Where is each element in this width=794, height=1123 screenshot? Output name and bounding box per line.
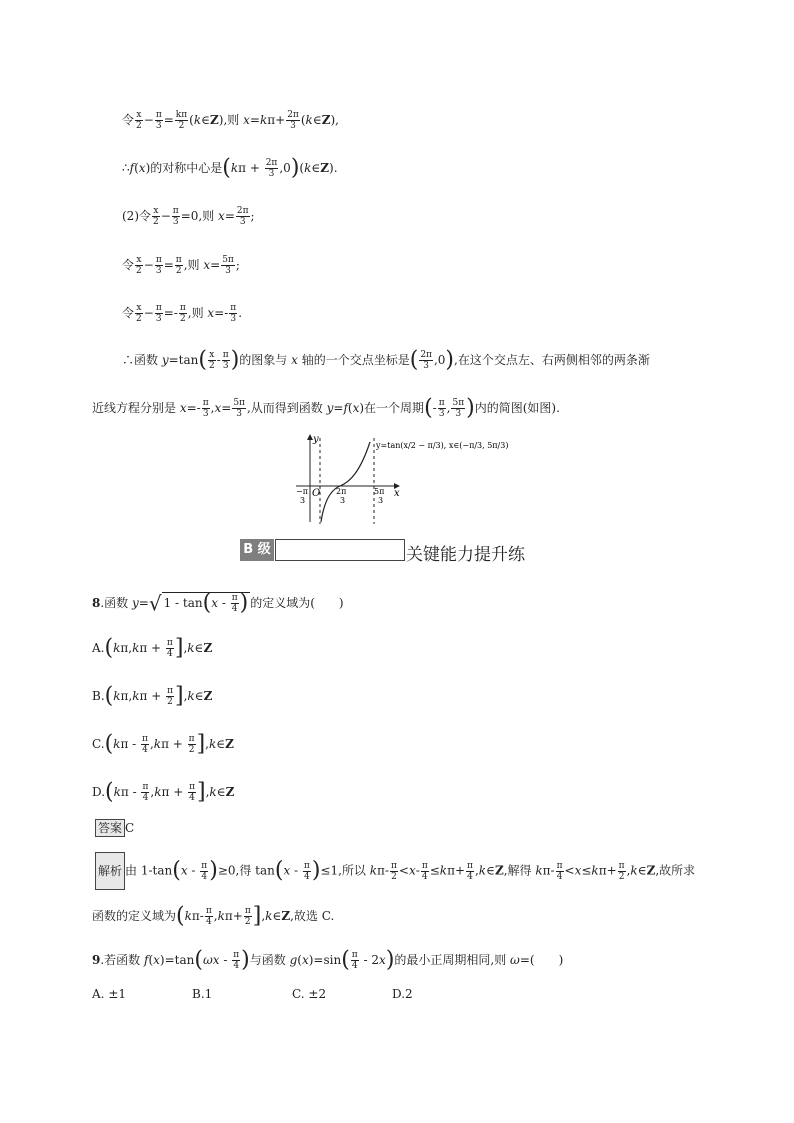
tick-right-label: 5π <box>374 487 385 496</box>
y-label: y <box>313 434 319 445</box>
solution-line-3: (2)令 $\frac{x}{2}$ − $\frac{\pi}{3}$ =0,则 x= $\frac{2\pi}{3}$ ; <box>122 206 255 227</box>
solution-line-4: 令 $\frac{x}{2}$ − $\frac{\pi}{3}$ = $\frac{\pi}{2}$ ,则 x= $\frac{5\pi}{3}$ ; <box>122 255 240 276</box>
q8-stem: 8.函数 y=√ 1 - tan(x - $\frac{\pi}{4}$ ) 的定义域为( ) <box>92 590 344 616</box>
solution-line-2: ∴f(x)的对称中心是(kπ + $\frac{2\pi}{3}$ ,0)(k∈Z). <box>122 155 338 181</box>
function-label: y=tan(x/2 − π/3), x∈(−π/3, 5π/3) <box>376 441 509 450</box>
solution-line-1: 令 $\frac{x}{2}$ − $\frac{\pi}{3}$ = $\frac{k\pi}{2}$ (k∈Z),则 x=kπ+ $\frac{2\pi}{3}$ (k∈Z), <box>122 110 339 131</box>
solution-line-6: ∴函数 y=tan( $\frac{x}{2}$ - $\frac{\pi}{3}$ )的图象与 x 轴的一个交点坐标是( $\frac{2\pi}{3}$ ,0),在这个交点左、右两侧相邻的两条渐 <box>122 347 650 373</box>
answer-value: C <box>125 821 135 835</box>
q9-option-b[interactable]: B.1 <box>192 987 213 1001</box>
q8-answer <box>95 818 134 838</box>
origin-label: O <box>312 488 321 499</box>
q8-option-c[interactable]: C.(kπ - $\frac{\pi}{4}$ ,kπ + $\frac{\pi}{2}$ ],k∈Z <box>92 731 234 757</box>
analysis-tag: 解析 <box>95 852 125 890</box>
solution-line-7: 近线方程分别是 x=- $\frac{\pi}{3}$ ,x= $\frac{5\pi}{3}$ ,从而得到函数 y=f(x)在一个周期(- $\frac{\pi}{3}$ , $\frac{5\pi}{3}$ )内的简图(如图). <box>92 395 560 421</box>
tick-mid-label: 2π <box>336 487 347 496</box>
q9-option-d[interactable]: D.2 <box>392 987 413 1001</box>
section-blank-box <box>275 539 405 561</box>
section-title: 关键能力提升练 <box>406 545 525 565</box>
q9-options <box>92 984 492 1004</box>
q9-option-c[interactable]: C. ±2 <box>292 987 327 1001</box>
svg-text:3: 3 <box>300 496 306 505</box>
svg-text:3: 3 <box>378 496 384 505</box>
tangent-curve <box>321 442 370 522</box>
q8-option-b[interactable]: B.(kπ,kπ + $\frac{\pi}{2}$ ],k∈Z <box>92 683 213 709</box>
tangent-graph <box>290 432 510 528</box>
section-level-badge: B 级 <box>240 539 274 561</box>
solution-line-5: 令 $\frac{x}{2}$ − $\frac{\pi}{3}$ =- $\frac{\pi}{2}$ ,则 x=- $\frac{\pi}{3}$ . <box>122 303 243 324</box>
q8-analysis-line-2: 函数的定义域为(kπ- $\frac{\pi}{4}$ ,kπ+ $\frac{\pi}{2}$ ],k∈Z,故选 C. <box>92 903 335 929</box>
q8-option-d[interactable]: D.(kπ - $\frac{\pi}{4}$ ,kπ + $\frac{\pi}{4}$ ],k∈Z <box>92 779 235 805</box>
tick-left-label: −π <box>296 487 308 496</box>
q8-analysis-line-1: 解析 由 1-tan(x - $\frac{\pi}{4}$ )≥0,得 tan(x - $\frac{\pi}{4}$ )≤1,所以 kπ- $\frac{\pi}{2}$ <x- $\frac{\pi}{4}$ ≤kπ+ $\frac{\pi}{4}$ ,k∈Z,解得 kπ- $\frac{\pi}{4}$ <x≤kπ+ $\frac{\pi}{2}$ ,k∈Z,故所求 <box>95 852 695 890</box>
x-label: x <box>394 488 400 499</box>
q9-stem: 9.若函数 f(x)=tan(ωx - $\frac{\pi}{4}$ )与函数 g(x)=sin( $\frac{\pi}{4}$ - 2x)的最小正周期相同,则 ω=( ) <box>92 947 564 973</box>
answer-tag: 答案 <box>95 819 125 837</box>
q9-option-a[interactable]: A. ±1 <box>92 987 127 1001</box>
q8-option-a[interactable]: A.(kπ,kπ + $\frac{\pi}{4}$ ],k∈Z <box>92 635 213 661</box>
svg-text:3: 3 <box>340 496 346 505</box>
